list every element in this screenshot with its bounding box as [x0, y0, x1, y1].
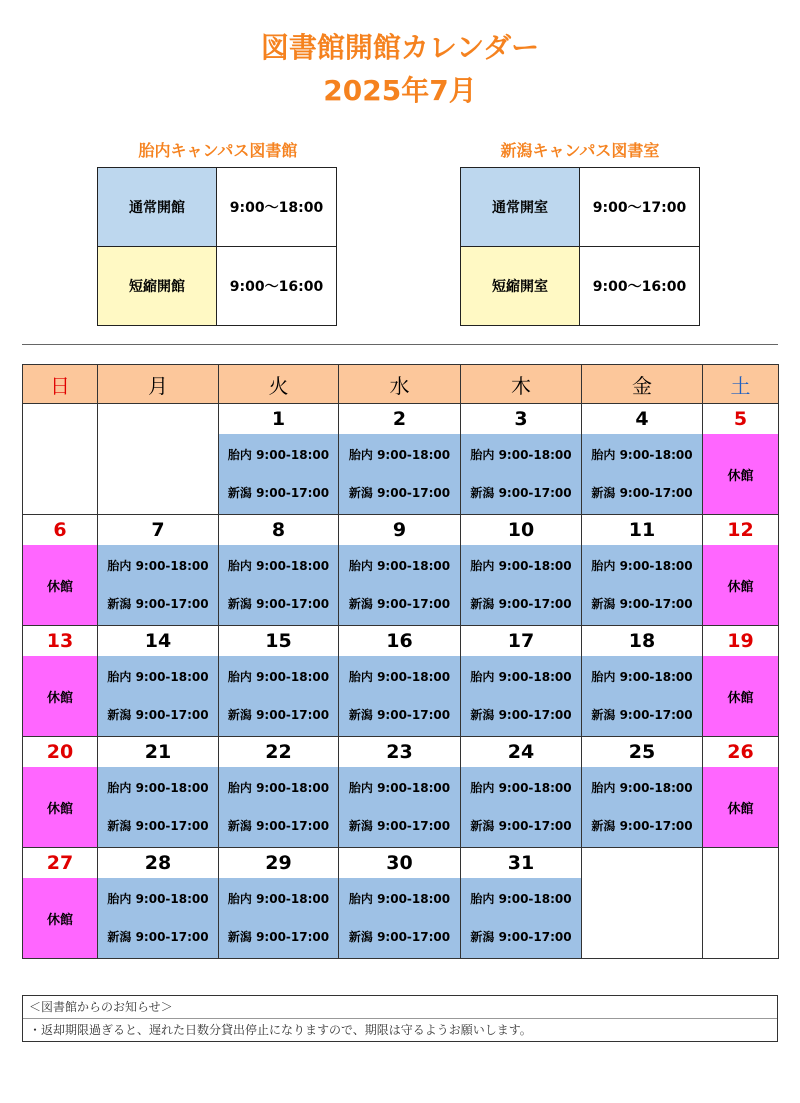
day-hours [98, 656, 219, 737]
week-number-row [23, 848, 779, 879]
hours-line-niigata: 新潟 9:00-17:00 [470, 486, 572, 500]
weekday-header-sun: 日 [23, 365, 98, 404]
day-number: 8 [219, 515, 339, 546]
hours-line-tainai: 胎内 9:00-18:00 [348, 448, 451, 462]
day-number [23, 404, 98, 435]
day-number: 1 [219, 404, 339, 435]
hours-line-niigata: 新潟 9:00-17:00 [348, 486, 451, 500]
hours-table-niigata [460, 167, 700, 326]
hours-line-tainai: 胎内 9:00-18:00 [348, 781, 451, 795]
day-number: 11 [582, 515, 703, 546]
weekday-header-wed: 水 [339, 365, 461, 404]
hours-line-niigata: 新潟 9:00-17:00 [227, 597, 330, 611]
hours-line-tainai: 胎内 9:00-18:00 [107, 781, 209, 795]
hours-value: 9:00～17:00 [580, 168, 700, 247]
hours-line-niigata: 新潟 9:00-17:00 [470, 930, 572, 944]
hours-line-niigata: 新潟 9:00-17:00 [591, 486, 693, 500]
hours-line-tainai: 胎内 9:00-18:00 [227, 559, 330, 573]
day-number: 15 [219, 626, 339, 657]
hours-line-niigata: 新潟 9:00-17:00 [107, 930, 209, 944]
hours-line-tainai: 胎内 9:00-18:00 [591, 559, 693, 573]
day-number: 12 [703, 515, 779, 546]
day-number: 9 [339, 515, 461, 546]
day-empty [703, 878, 779, 959]
day-hours [219, 545, 339, 626]
day-hours [582, 434, 703, 515]
day-hours [339, 656, 461, 737]
day-hours [219, 434, 339, 515]
day-number: 21 [98, 737, 219, 768]
hours-line-tainai: 胎内 9:00-18:00 [591, 448, 693, 462]
day-number: 23 [339, 737, 461, 768]
day-closed: 休館 [703, 545, 779, 626]
hours-line-tainai: 胎内 9:00-18:00 [348, 892, 451, 906]
hours-line-niigata: 新潟 9:00-17:00 [107, 597, 209, 611]
day-closed: 休館 [23, 878, 98, 959]
day-hours [461, 434, 582, 515]
day-number: 29 [219, 848, 339, 879]
weekday-header-mon: 月 [98, 365, 219, 404]
library-name-tainai: 胎内キャンパス図書館 [138, 141, 298, 160]
day-number: 14 [98, 626, 219, 657]
week-info-row [23, 656, 779, 737]
week-info-row [23, 878, 779, 959]
calendar-table [22, 364, 779, 959]
day-hours [219, 878, 339, 959]
hours-line-tainai: 胎内 9:00-18:00 [470, 892, 572, 906]
hours-label: 短縮開館 [98, 247, 217, 326]
hours-line-niigata: 新潟 9:00-17:00 [591, 819, 693, 833]
day-number: 20 [23, 737, 98, 768]
day-number: 25 [582, 737, 703, 768]
day-closed: 休館 [703, 656, 779, 737]
day-number: 10 [461, 515, 582, 546]
hours-line-tainai: 胎内 9:00-18:00 [227, 670, 330, 684]
week-number-row [23, 404, 779, 435]
day-hours [339, 878, 461, 959]
day-empty [98, 434, 219, 515]
week-number-row [23, 515, 779, 546]
hours-line-tainai: 胎内 9:00-18:00 [348, 670, 451, 684]
week-info-row [23, 767, 779, 848]
hours-line-niigata: 新潟 9:00-17:00 [591, 597, 693, 611]
day-number: 13 [23, 626, 98, 657]
week-info-row [23, 545, 779, 626]
hours-line-niigata: 新潟 9:00-17:00 [348, 930, 451, 944]
day-number: 22 [219, 737, 339, 768]
hours-line-tainai: 胎内 9:00-18:00 [470, 448, 572, 462]
day-empty [23, 434, 98, 515]
hours-line-tainai: 胎内 9:00-18:00 [470, 781, 572, 795]
day-hours [461, 767, 582, 848]
day-hours [461, 656, 582, 737]
page-month: 2025年7月 [323, 74, 477, 107]
hours-line-niigata: 新潟 9:00-17:00 [348, 597, 451, 611]
notice-heading: ＜図書館からのお知らせ＞ [23, 996, 777, 1019]
day-empty [582, 878, 703, 959]
hours-label: 通常開館 [98, 168, 217, 247]
day-number: 18 [582, 626, 703, 657]
weekday-header-tue: 火 [219, 365, 339, 404]
day-number [98, 404, 219, 435]
day-number: 4 [582, 404, 703, 435]
hours-line-niigata: 新潟 9:00-17:00 [107, 819, 209, 833]
day-hours [98, 767, 219, 848]
hours-line-niigata: 新潟 9:00-17:00 [470, 819, 572, 833]
day-number: 28 [98, 848, 219, 879]
day-hours [339, 434, 461, 515]
hours-value: 9:00～18:00 [217, 168, 337, 247]
day-hours [582, 767, 703, 848]
day-number: 16 [339, 626, 461, 657]
day-number: 31 [461, 848, 582, 879]
day-number: 5 [703, 404, 779, 435]
library-name-niigata: 新潟キャンパス図書室 [500, 141, 660, 160]
hours-line-niigata: 新潟 9:00-17:00 [591, 708, 693, 722]
day-hours [582, 656, 703, 737]
day-hours [339, 767, 461, 848]
hours-line-tainai: 胎内 9:00-18:00 [107, 559, 209, 573]
notice-box [22, 995, 778, 1042]
day-hours [461, 878, 582, 959]
hours-line-tainai: 胎内 9:00-18:00 [107, 670, 209, 684]
hours-line-tainai: 胎内 9:00-18:00 [348, 559, 451, 573]
hours-line-tainai: 胎内 9:00-18:00 [470, 559, 572, 573]
day-number: 2 [339, 404, 461, 435]
page-title: 図書館開館カレンダー [260, 31, 540, 64]
hours-line-tainai: 胎内 9:00-18:00 [591, 670, 693, 684]
hours-table-tainai [97, 167, 337, 326]
day-hours [461, 545, 582, 626]
hours-line-tainai: 胎内 9:00-18:00 [227, 892, 330, 906]
week-info-row [23, 434, 779, 515]
weekday-header-fri: 金 [582, 365, 703, 404]
hours-line-niigata: 新潟 9:00-17:00 [107, 708, 209, 722]
hours-line-niigata: 新潟 9:00-17:00 [470, 597, 572, 611]
day-number: 27 [23, 848, 98, 879]
hours-line-niigata: 新潟 9:00-17:00 [348, 708, 451, 722]
day-number: 3 [461, 404, 582, 435]
day-hours [98, 878, 219, 959]
day-number: 26 [703, 737, 779, 768]
day-number: 30 [339, 848, 461, 879]
day-hours [219, 656, 339, 737]
hours-label: 短縮開室 [461, 247, 580, 326]
notice-text: ・返却期限過ぎると、遅れた日数分貸出停止になりますので、期限は守るようお願いします。 [29, 1023, 532, 1037]
day-hours [339, 545, 461, 626]
day-closed: 休館 [23, 656, 98, 737]
day-number: 17 [461, 626, 582, 657]
hours-line-niigata: 新潟 9:00-17:00 [227, 708, 330, 722]
week-number-row [23, 626, 779, 657]
day-number: 19 [703, 626, 779, 657]
hours-line-niigata: 新潟 9:00-17:00 [348, 819, 451, 833]
day-hours [98, 545, 219, 626]
divider [22, 344, 778, 345]
day-number [582, 848, 703, 879]
hours-value: 9:00～16:00 [217, 247, 337, 326]
day-closed: 休館 [703, 767, 779, 848]
day-number: 24 [461, 737, 582, 768]
day-hours [219, 767, 339, 848]
hours-value: 9:00～16:00 [580, 247, 700, 326]
day-number: 7 [98, 515, 219, 546]
hours-line-tainai: 胎内 9:00-18:00 [591, 781, 693, 795]
hours-line-niigata: 新潟 9:00-17:00 [227, 486, 330, 500]
hours-line-tainai: 胎内 9:00-18:00 [107, 892, 209, 906]
day-number [703, 848, 779, 879]
weekday-header-thu: 木 [461, 365, 582, 404]
day-hours [582, 545, 703, 626]
hours-line-niigata: 新潟 9:00-17:00 [227, 930, 330, 944]
hours-label: 通常開室 [461, 168, 580, 247]
day-closed: 休館 [703, 434, 779, 515]
day-closed: 休館 [23, 545, 98, 626]
hours-line-niigata: 新潟 9:00-17:00 [470, 708, 572, 722]
hours-line-niigata: 新潟 9:00-17:00 [227, 819, 330, 833]
week-number-row [23, 737, 779, 768]
day-number: 6 [23, 515, 98, 546]
weekday-header-sat: 土 [703, 365, 779, 404]
hours-line-tainai: 胎内 9:00-18:00 [227, 781, 330, 795]
hours-line-tainai: 胎内 9:00-18:00 [227, 448, 330, 462]
hours-line-tainai: 胎内 9:00-18:00 [470, 670, 572, 684]
day-closed: 休館 [23, 767, 98, 848]
